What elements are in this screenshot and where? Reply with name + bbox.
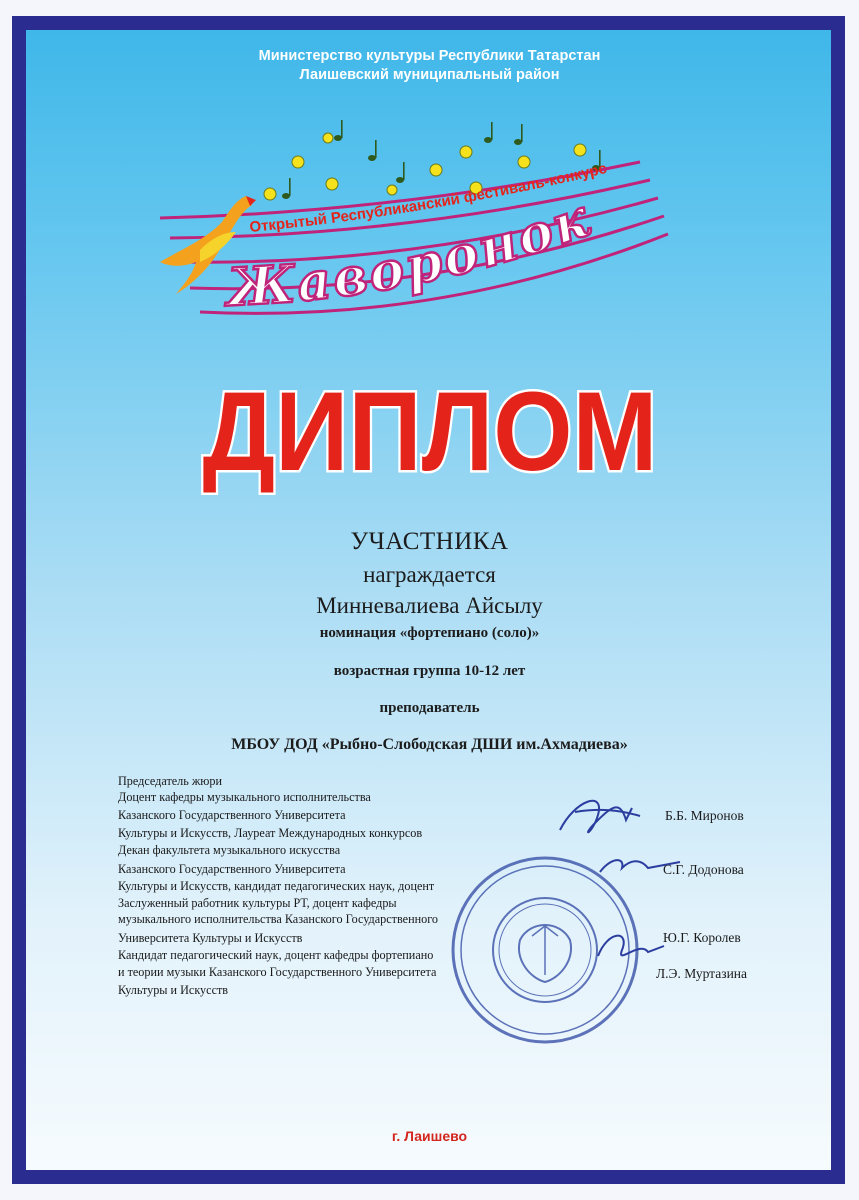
signatory-name: Б.Б. Миронов	[665, 808, 744, 823]
school-line: МБОУ ДОД «Рыбно-Слободская ДШИ им.Ахмадиева»	[231, 736, 628, 753]
jury-line: Культуры и Искусств, кандидат педагогических наук, доцент	[118, 879, 435, 893]
festival-subtitle: Открытый Республиканский фестиваль-конкурс	[248, 159, 609, 236]
jury-line: Культуры и Искусств, Лауреат Международных конкурсов	[118, 826, 423, 840]
ministry-line: Министерство культуры Республики Татарстан	[258, 48, 601, 64]
jury-line: Культуры и Искусств	[118, 983, 229, 997]
jury-line: Декан факультета музыкального искусства	[118, 843, 341, 857]
jury-line: Кандидат педагогический наук, доцент кафедры фортепиано	[118, 948, 434, 962]
age-group-line: возрастная группа 10-12 лет	[333, 663, 526, 679]
city-footer: г. Лаишево	[391, 1128, 468, 1144]
diploma-title: ДИПЛОМ	[202, 369, 658, 494]
signatory-name: Л.Э. Муртазина	[656, 966, 748, 981]
signatory-name: Ю.Г. Королев	[663, 930, 741, 945]
jury-line: Доцент кафедры музыкального исполнительства	[118, 790, 371, 804]
jury-line: Казанского Государственного Университета	[118, 862, 346, 876]
jury-line: музыкального исполнительства Казанского Государственного	[118, 912, 438, 926]
awarded-label: награждается	[363, 562, 496, 587]
jury-line: Университета Культуры и Искусств	[118, 931, 303, 945]
jury-line: Заслуженный работник культуры РТ, доцент кафедры	[118, 896, 397, 910]
festival-name: Жаворонок	[225, 186, 601, 319]
seal-stamp-icon	[453, 858, 637, 1042]
signature-icon	[560, 801, 680, 956]
signatory-name: С.Г. Додонова	[663, 862, 744, 877]
diploma-kind: УЧАСТНИКА	[350, 528, 509, 555]
teacher-label: преподаватель	[379, 700, 480, 716]
district-line: Лаишевский муниципальный район	[299, 67, 560, 83]
jury-line: Председатель жюри	[118, 774, 223, 788]
nomination-line: номинация «фортепиано (соло)»	[319, 625, 540, 641]
jury-line: Казанского Государственного Университета	[118, 808, 346, 822]
jury-line: и теории музыки Казанского Государственного Университета	[118, 965, 437, 979]
recipient-name: Минневалиева Айсылу	[316, 593, 543, 618]
